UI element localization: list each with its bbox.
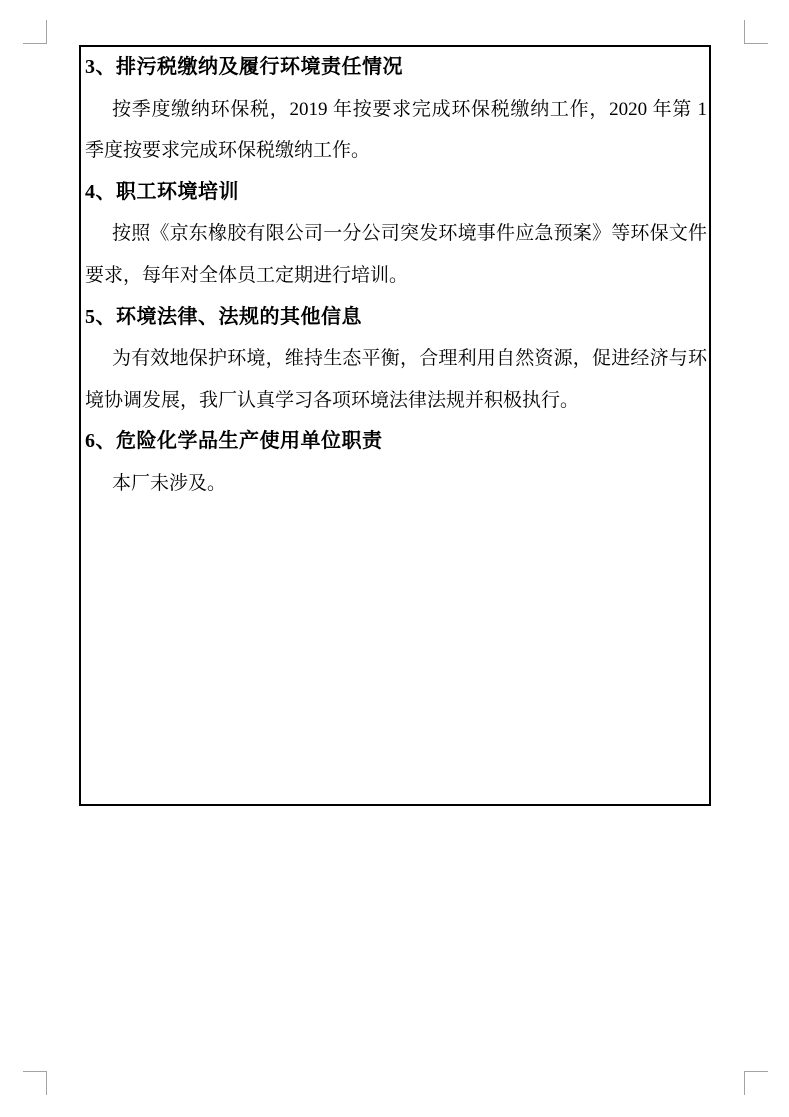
document-content <box>85 47 707 505</box>
section-6-body-line-1: 本厂未涉及。 <box>112 472 227 494</box>
section-4-body-line-2: 要求，每年对全体员工定期进行培训。 <box>85 264 409 286</box>
crop-mark-bottom-left <box>23 1071 47 1095</box>
crop-mark-top-right <box>744 20 768 44</box>
section-5-body-line-2: 境协调发展，我厂认真学习各项环境法律法规并积极执行。 <box>85 389 580 411</box>
section-5-heading: 5、环境法律、法规的其他信息 <box>85 305 362 328</box>
section-6-heading: 6、危险化学品生产使用单位职责 <box>85 430 383 453</box>
section-3-body-line-1: 按季度缴纳环保税，2019 年按要求完成环保税缴纳工作，2020 年第 1 <box>112 98 707 120</box>
section-4-body-line-1: 按照《京东橡胶有限公司一分公司突发环境事件应急预案》等环保文件 <box>112 223 707 245</box>
section-4-heading: 4、职工环境培训 <box>85 180 239 203</box>
crop-mark-top-left <box>23 20 47 44</box>
section-5-body-line-1: 为有效地保护环境，维持生态平衡，合理利用自然资源，促进经济与环 <box>112 348 707 370</box>
section-3-body-line-2: 季度按要求完成环保税缴纳工作。 <box>85 140 371 162</box>
crop-mark-bottom-right <box>744 1071 768 1095</box>
section-3-heading: 3、排污税缴纳及履行环境责任情况 <box>85 56 403 78</box>
